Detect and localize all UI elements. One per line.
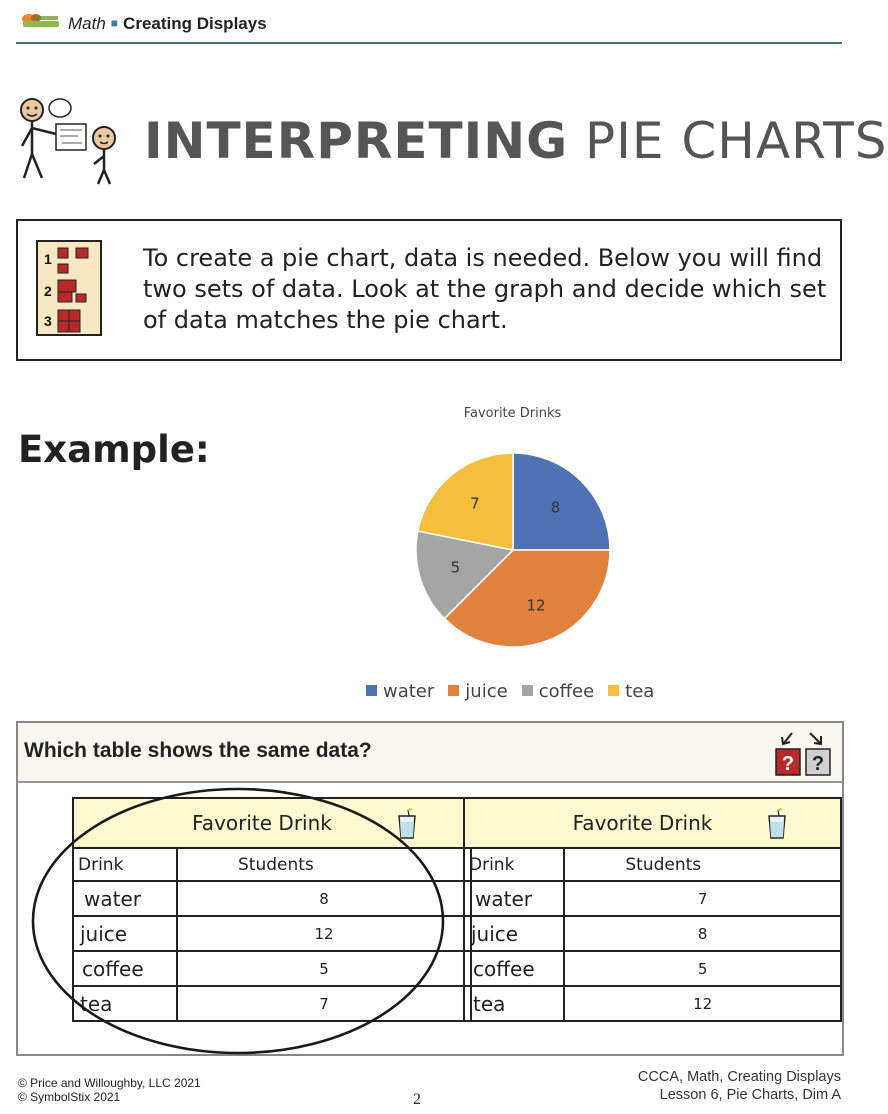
table-b-drink: coffee <box>464 951 564 986</box>
svg-text:?: ? <box>781 753 795 775</box>
page-title <box>144 112 888 170</box>
data-table-b[interactable] <box>463 797 842 1022</box>
legend-item-water <box>366 681 434 702</box>
legend-label: coffee <box>538 681 595 702</box>
table-b-col-students: Students <box>564 848 841 881</box>
table-b-drink: juice <box>464 916 564 951</box>
header-subject: Math <box>68 14 106 33</box>
sequence-steps-icon <box>36 240 102 336</box>
footer-lesson-line: Lesson 6, Pie Charts, Dim A <box>659 1087 841 1103</box>
teacher-student-icon <box>16 96 126 188</box>
svg-text:3: 3 <box>44 313 52 329</box>
table-b-title: Favorite Drink <box>572 811 713 835</box>
table-b-col-drink: Drink <box>464 848 564 881</box>
table-b-students: 7 <box>564 881 841 916</box>
table-row <box>464 916 841 951</box>
pie-data-label: 8 <box>550 498 561 517</box>
legend-item-juice <box>448 681 507 702</box>
table-a-students: 12 <box>177 916 471 951</box>
footer-copyright-1: © Price and Willoughby, LLC 2021 <box>18 1076 201 1090</box>
table-b-title-cell <box>464 798 841 848</box>
page-title-light: PIE CHARTS <box>585 112 888 170</box>
question-band <box>18 723 842 783</box>
compare-choices-icon <box>772 727 838 777</box>
chart-title: Favorite Drinks <box>463 406 562 421</box>
legend-label: juice <box>465 681 508 702</box>
table-a-students: 5 <box>177 951 471 986</box>
pie-data-label: 12 <box>526 596 546 615</box>
pie-chart <box>340 396 690 712</box>
svg-text:?: ? <box>811 753 825 775</box>
legend-item-tea <box>608 681 654 702</box>
instructions-text: To create a pie chart, data is needed. Below you will find two sets of data. Look at the graph and decide which set of data matches the pie chart. <box>143 244 827 334</box>
legend-swatch <box>608 685 619 696</box>
table-row <box>464 951 841 986</box>
table-a-col-drink: Drink <box>73 848 177 881</box>
question-panel <box>16 721 844 1056</box>
table-b-drink: tea <box>464 986 564 1021</box>
question-text: Which table shows the same data? <box>24 739 372 762</box>
table-a-drink: water <box>73 881 177 916</box>
table-b-students: 5 <box>564 951 841 986</box>
table-b-drink: water <box>464 881 564 916</box>
table-a-drink: tea <box>73 986 177 1021</box>
example-label: Example: <box>18 428 210 471</box>
legend-swatch <box>448 685 459 696</box>
legend-swatch <box>522 685 533 696</box>
pie-data-label: 5 <box>450 558 461 577</box>
footer-copyright <box>18 1076 201 1104</box>
table-a-students: 7 <box>177 986 471 1021</box>
legend-item-coffee <box>522 681 594 702</box>
instructions-box <box>16 219 842 361</box>
table-row <box>464 986 841 1021</box>
legend-label: water <box>383 681 435 702</box>
svg-text:1: 1 <box>44 251 52 267</box>
svg-text:2: 2 <box>44 283 52 299</box>
pie-slice-water <box>513 453 610 550</box>
chart-legend <box>366 681 668 702</box>
header-divider <box>16 42 842 44</box>
footer-course-info <box>638 1068 841 1104</box>
legend-swatch <box>366 685 377 696</box>
table-a-title: Favorite Drink <box>192 811 332 835</box>
table-b-students: 12 <box>564 986 841 1021</box>
footer-course-line: CCCA, Math, Creating Displays <box>637 1069 841 1085</box>
header-breadcrumb <box>68 14 267 34</box>
page-title-bold: INTERPRETING <box>144 112 569 170</box>
answer-circle-mark <box>30 785 450 1059</box>
legend-label: tea <box>625 681 655 702</box>
header-separator-icon: ■ <box>110 16 119 30</box>
table-a-drink: coffee <box>73 951 177 986</box>
header-topic: Creating Displays <box>123 14 267 33</box>
pie-data-label: 7 <box>470 494 480 513</box>
table-row <box>464 881 841 916</box>
drink-cup-icon <box>766 808 788 840</box>
page-number: 2 <box>413 1091 421 1108</box>
table-a-students: 8 <box>177 881 471 916</box>
table-a-drink: juice <box>73 916 177 951</box>
brand-logo-icon <box>20 10 64 30</box>
table-a-col-students: Students <box>177 848 471 881</box>
footer-copyright-2: © SymbolStix 2021 <box>18 1090 121 1104</box>
table-b-students: 8 <box>564 916 841 951</box>
